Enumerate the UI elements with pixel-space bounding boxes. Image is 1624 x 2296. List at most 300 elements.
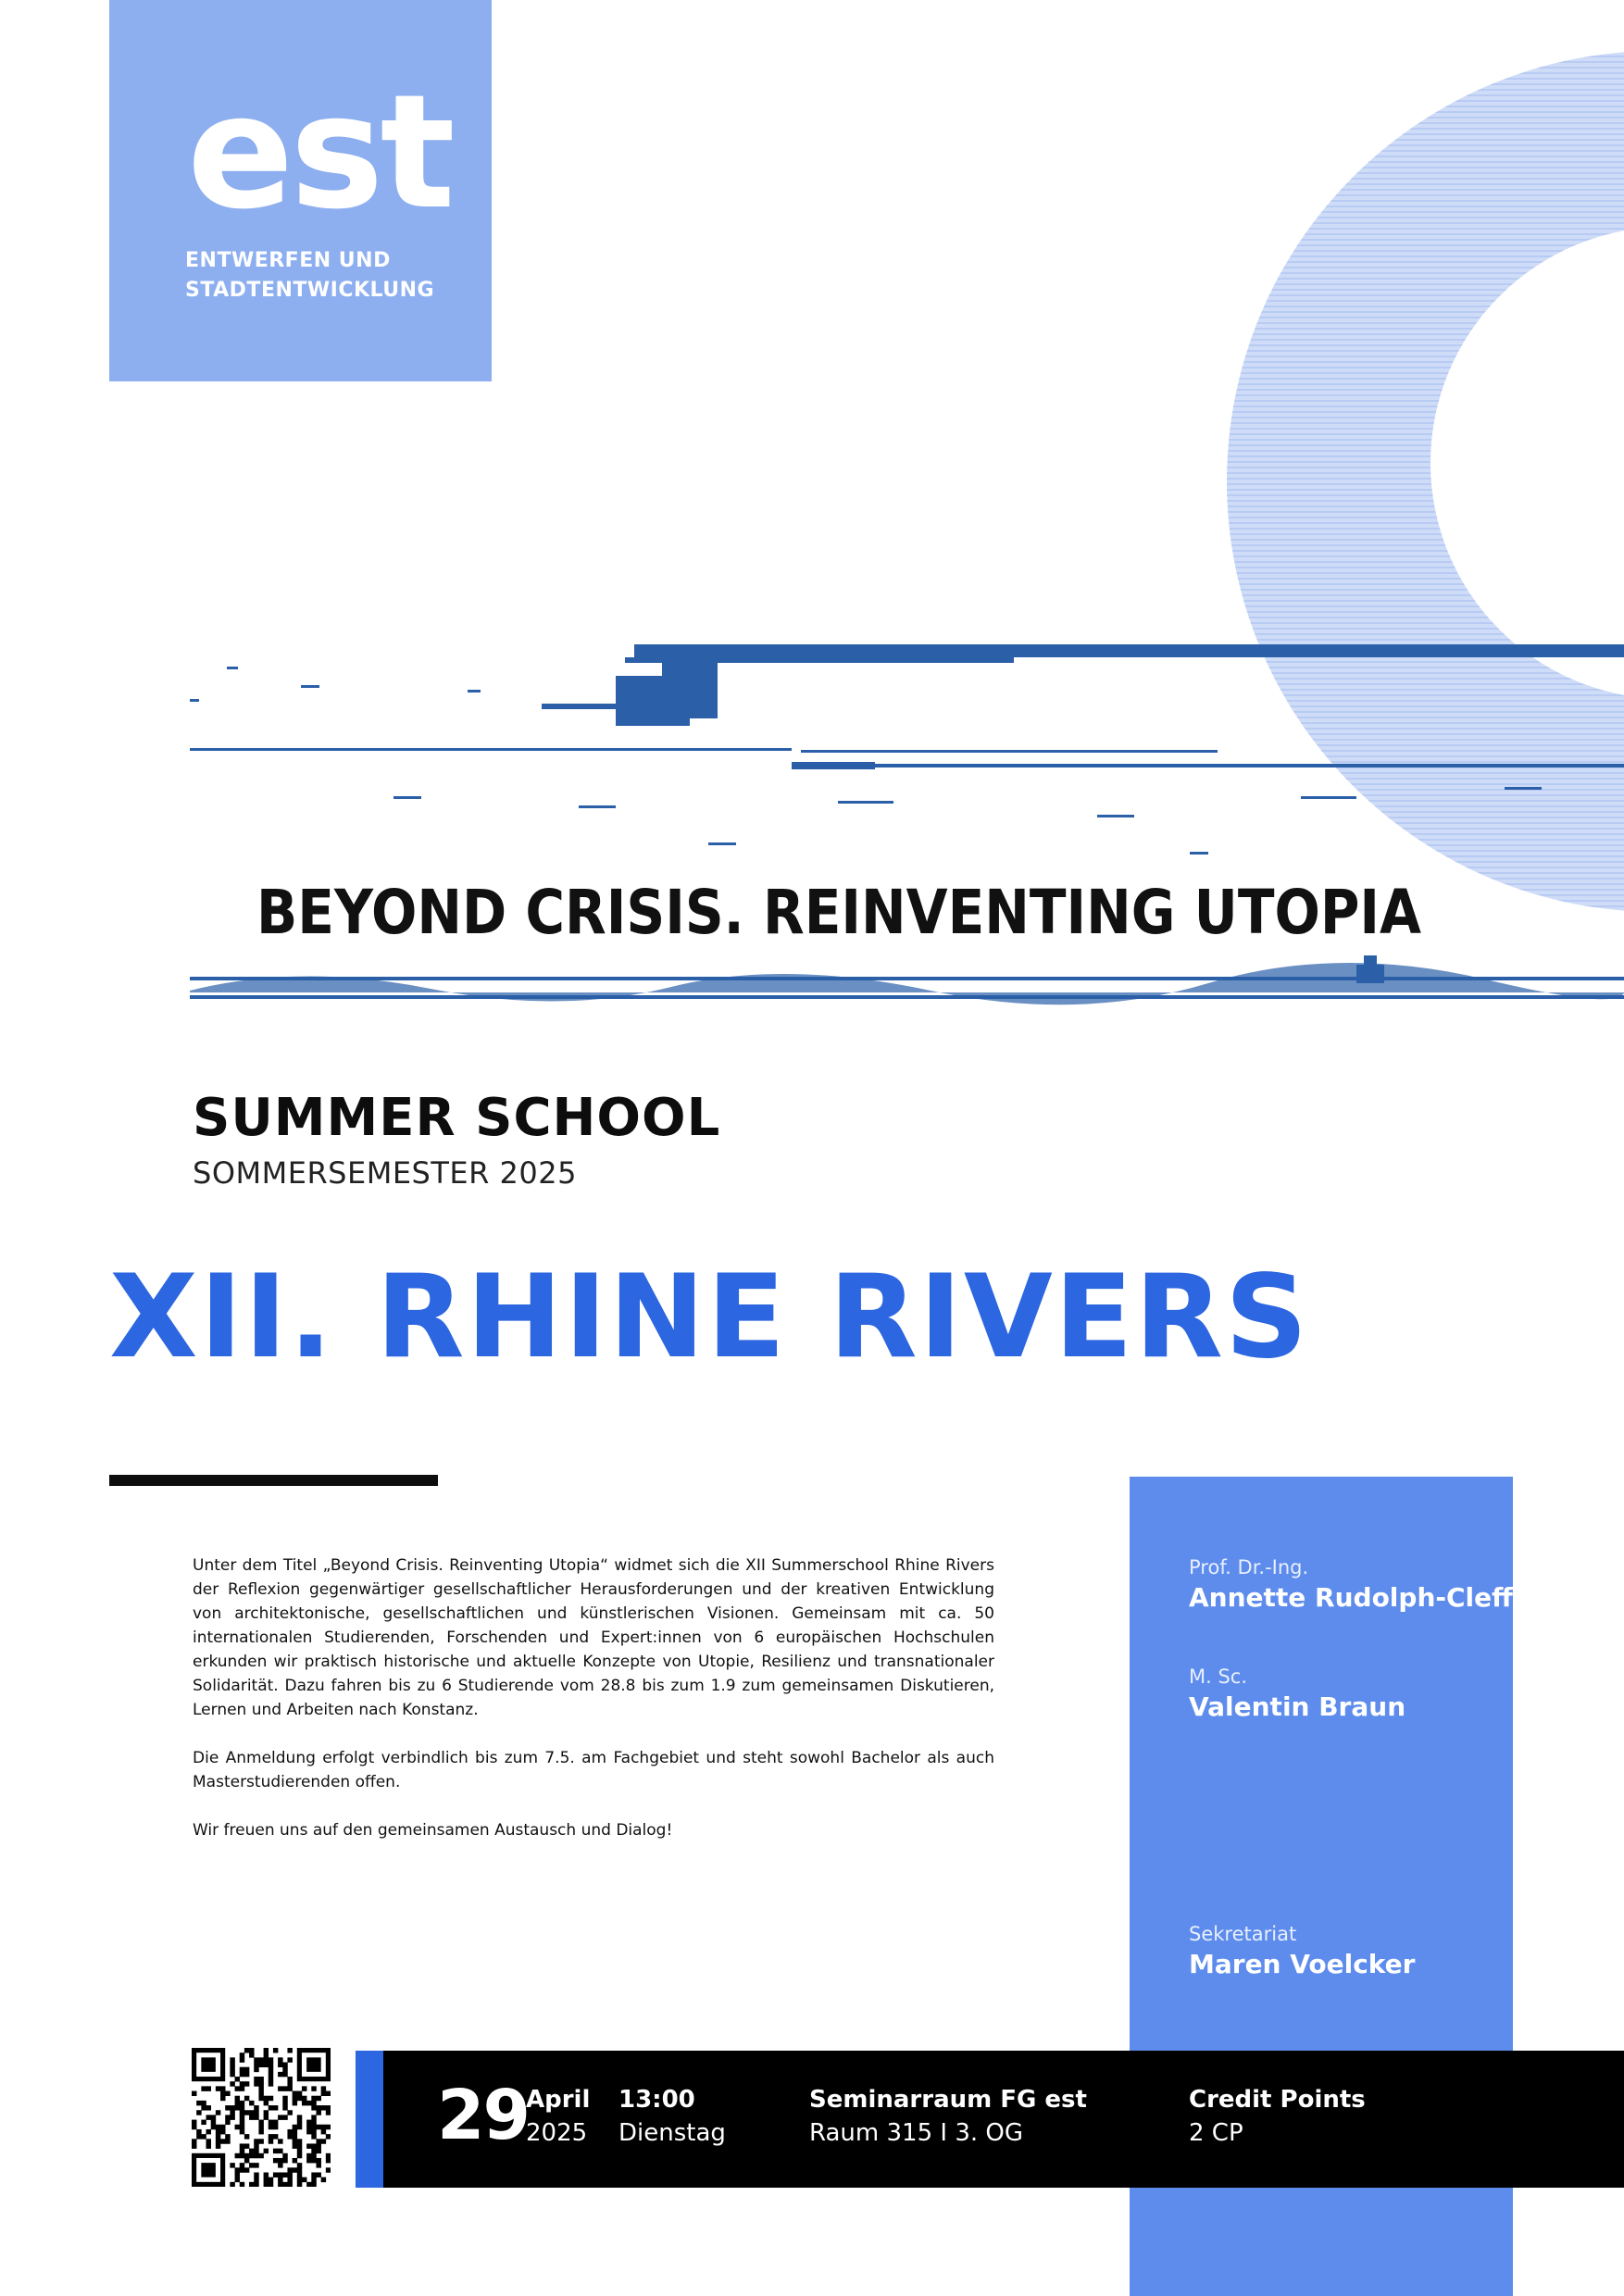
qr-module xyxy=(306,2158,311,2163)
qr-module xyxy=(326,2105,331,2110)
qr-module xyxy=(258,2077,263,2081)
logo-block xyxy=(109,0,492,381)
qr-module xyxy=(287,2129,292,2134)
qr-module xyxy=(230,2081,234,2086)
qr-module xyxy=(273,2158,278,2163)
qr-module xyxy=(293,2096,297,2101)
event-month: April xyxy=(526,2086,591,2114)
qr-module xyxy=(244,2096,249,2101)
qr-module xyxy=(211,2115,216,2119)
qr-module xyxy=(311,2105,316,2110)
qr-module xyxy=(273,2134,278,2139)
qr-module xyxy=(192,2120,196,2125)
qr-module xyxy=(269,2077,273,2081)
qr-module xyxy=(230,2163,234,2167)
contact-name: Annette Rudolph-Cleff xyxy=(1189,1582,1513,1613)
qr-code[interactable] xyxy=(192,2048,331,2187)
qr-module xyxy=(306,2129,311,2134)
qr-module xyxy=(287,2081,292,2086)
banner-shoreline xyxy=(190,955,1624,1004)
contact-name: Maren Voelcker xyxy=(1189,1949,1416,1979)
qr-module xyxy=(293,2139,297,2143)
qr-module xyxy=(258,2086,263,2090)
qr-module xyxy=(269,2096,273,2101)
qr-module xyxy=(297,2139,302,2143)
qr-module xyxy=(249,2182,254,2187)
qr-module xyxy=(316,2172,320,2177)
qr-module xyxy=(306,2143,311,2148)
qr-module xyxy=(235,2077,240,2081)
qr-module xyxy=(264,2053,269,2057)
qr-module xyxy=(196,2110,201,2115)
qr-module xyxy=(220,2091,225,2096)
logo-wordmark: est xyxy=(187,61,452,244)
qr-finder-module xyxy=(306,2057,321,2072)
divider-rule xyxy=(109,1475,438,1486)
qr-module xyxy=(297,2091,302,2096)
qr-module xyxy=(254,2172,258,2177)
qr-module xyxy=(220,2096,225,2101)
banner-image xyxy=(190,639,1624,1018)
qr-module xyxy=(326,2091,331,2096)
qr-module xyxy=(297,2115,302,2119)
qr-module xyxy=(240,2143,244,2148)
qr-module xyxy=(244,2048,249,2053)
event-day: 29 xyxy=(437,2076,529,2155)
qr-module xyxy=(240,2101,244,2105)
qr-module xyxy=(269,2139,273,2143)
qr-module xyxy=(206,2086,211,2090)
qr-module xyxy=(293,2134,297,2139)
qr-module xyxy=(249,2110,254,2115)
qr-module xyxy=(244,2081,249,2086)
qr-module xyxy=(235,2105,240,2110)
qr-module xyxy=(220,2139,225,2143)
qr-module xyxy=(278,2139,282,2143)
qr-module xyxy=(321,2129,326,2134)
qr-module xyxy=(192,2139,196,2143)
qr-module xyxy=(254,2077,258,2081)
qr-module xyxy=(269,2105,273,2110)
qr-module xyxy=(282,2158,287,2163)
qr-module xyxy=(297,2167,302,2172)
qr-module xyxy=(326,2125,331,2129)
qr-module xyxy=(278,2177,282,2182)
qr-module xyxy=(230,2067,234,2072)
qr-module xyxy=(297,2125,302,2129)
qr-finder-module xyxy=(201,2163,216,2177)
event-time: 13:00 xyxy=(618,2086,695,2114)
qr-module xyxy=(244,2158,249,2163)
body-paragraph-3: Wir freuen uns auf den gemeinsamen Austausch und Dialog! xyxy=(193,1821,673,1840)
qr-module xyxy=(240,2110,244,2115)
qr-module xyxy=(254,2182,258,2187)
qr-module xyxy=(230,2072,234,2077)
qr-module xyxy=(278,2072,282,2077)
qr-module xyxy=(264,2057,269,2062)
qr-module xyxy=(316,2149,320,2153)
qr-module xyxy=(264,2048,269,2053)
body-paragraph-1: Unter dem Titel „Beyond Crisis. Reinventing Utopia“ widmet sich die XII Summerschool Rhine Rivers der Reflexion gegenwärtiger gesellschaftlicher Herausforderungen und der kreativen Entwicklung von architektonische, gesellschaftlichen und künstlerischen Visionen. Gemeinsam mit ca. 50 internationalen Studierenden, Forschenden und Expert:innen von 6 europäischen Hochschulen erkunden wir praktisch historische und aktuelle Konzepte von Utopie, Resilienz und transnationaler Solidarität. Dazu fahren bis zu 6 Studierende vom 28.8 bis zum 1.9 zum gemeinsamen Diskutieren, Lernen und Arbeiten nach Konstanz. xyxy=(193,1556,994,1719)
body-text xyxy=(193,1554,994,1866)
qr-module xyxy=(240,2149,244,2153)
qr-module xyxy=(240,2129,244,2134)
qr-module xyxy=(297,2149,302,2153)
qr-module xyxy=(254,2067,258,2072)
qr-module xyxy=(293,2158,297,2163)
qr-module xyxy=(211,2125,216,2129)
qr-module xyxy=(302,2096,306,2101)
qr-module xyxy=(225,2134,230,2139)
qr-module xyxy=(240,2125,244,2129)
qr-module xyxy=(282,2182,287,2187)
qr-module xyxy=(287,2177,292,2182)
qr-module xyxy=(258,2120,263,2125)
qr-module xyxy=(282,2067,287,2072)
qr-module xyxy=(211,2120,216,2125)
qr-module xyxy=(287,2172,292,2177)
qr-module xyxy=(282,2153,287,2158)
qr-module xyxy=(230,2115,234,2119)
qr-module xyxy=(311,2172,316,2177)
qr-module xyxy=(311,2182,316,2187)
qr-module xyxy=(258,2096,263,2101)
qr-module xyxy=(220,2129,225,2134)
event-room: Raum 315 I 3. OG xyxy=(809,2119,1024,2147)
qr-module xyxy=(282,2072,287,2077)
qr-module xyxy=(287,2182,292,2187)
qr-module xyxy=(316,2096,320,2101)
qr-module xyxy=(254,2139,258,2143)
qr-module xyxy=(264,2115,269,2119)
qr-module xyxy=(244,2167,249,2172)
logo-subtitle-line1: ENTWERFEN UND xyxy=(185,249,391,272)
qr-module xyxy=(230,2057,234,2062)
qr-module xyxy=(201,2086,206,2090)
event-info-bar xyxy=(356,2051,1624,2188)
qr-module xyxy=(311,2177,316,2182)
qr-module xyxy=(278,2158,282,2163)
qr-module xyxy=(201,2105,206,2110)
qr-module xyxy=(240,2072,244,2077)
qr-module xyxy=(216,2129,220,2134)
qr-module xyxy=(293,2101,297,2105)
qr-module xyxy=(235,2172,240,2177)
page-title: XII. RHINE RIVERS xyxy=(109,1251,1310,1384)
logo-subtitle-line2: STADTENTWICKLUNG xyxy=(185,279,435,302)
qr-module xyxy=(235,2153,240,2158)
qr-module xyxy=(216,2134,220,2139)
event-year: 2025 xyxy=(526,2119,588,2147)
qr-module xyxy=(225,2115,230,2119)
qr-module xyxy=(321,2091,326,2096)
contact-role: M. Sc. xyxy=(1189,1666,1248,1688)
qr-module xyxy=(269,2120,273,2125)
qr-module xyxy=(316,2125,320,2129)
contact-role: Sekretariat xyxy=(1189,1923,1297,1945)
qr-module xyxy=(240,2057,244,2062)
qr-module xyxy=(254,2057,258,2062)
qr-module xyxy=(230,2105,234,2110)
qr-module xyxy=(311,2134,316,2139)
qr-module xyxy=(326,2167,331,2172)
qr-module xyxy=(282,2063,287,2067)
qr-module xyxy=(297,2096,302,2101)
qr-module xyxy=(240,2163,244,2167)
qr-module xyxy=(240,2081,244,2086)
qr-module xyxy=(287,2048,292,2053)
qr-module xyxy=(244,2153,249,2158)
qr-module xyxy=(235,2177,240,2182)
qr-module xyxy=(287,2086,292,2090)
qr-module xyxy=(311,2120,316,2125)
qr-module xyxy=(249,2115,254,2119)
qr-module xyxy=(258,2057,263,2062)
qr-module xyxy=(302,2101,306,2105)
qr-module xyxy=(269,2134,273,2139)
qr-module xyxy=(240,2167,244,2172)
qr-module xyxy=(225,2139,230,2143)
qr-module xyxy=(216,2086,220,2090)
qr-module xyxy=(206,2115,211,2119)
qr-module xyxy=(216,2139,220,2143)
qr-module xyxy=(269,2067,273,2072)
qr-module xyxy=(216,2125,220,2129)
qr-module xyxy=(273,2149,278,2153)
body-paragraph-2: Die Anmeldung erfolgt verbindlich bis zum 7.5. am Fachgebiet und steht sowohl Bachelor als auch Masterstudierenden offen. xyxy=(193,1749,994,1791)
qr-module xyxy=(278,2172,282,2177)
qr-module xyxy=(240,2086,244,2090)
kicker-heading: SUMMER SCHOOL xyxy=(193,1088,721,1148)
qr-module xyxy=(321,2139,326,2143)
qr-module xyxy=(282,2096,287,2101)
qr-module xyxy=(282,2172,287,2177)
qr-module xyxy=(254,2149,258,2153)
qr-module xyxy=(254,2110,258,2115)
qr-module xyxy=(264,2063,269,2067)
qr-module xyxy=(273,2172,278,2177)
qr-module xyxy=(282,2105,287,2110)
qr-module xyxy=(192,2143,196,2148)
qr-module xyxy=(287,2110,292,2115)
qr-module xyxy=(278,2057,282,2062)
qr-module xyxy=(206,2129,211,2134)
qr-module xyxy=(278,2115,282,2119)
qr-module xyxy=(297,2172,302,2177)
qr-module xyxy=(311,2158,316,2163)
qr-module xyxy=(240,2115,244,2119)
qr-module xyxy=(297,2163,302,2167)
qr-module xyxy=(258,2153,263,2158)
qr-module xyxy=(273,2105,278,2110)
qr-module xyxy=(278,2182,282,2187)
qr-module xyxy=(216,2143,220,2148)
qr-module xyxy=(264,2182,269,2187)
qr-module xyxy=(293,2125,297,2129)
qr-module xyxy=(273,2120,278,2125)
qr-module xyxy=(297,2153,302,2158)
qr-module xyxy=(235,2167,240,2172)
qr-module xyxy=(326,2158,331,2163)
qr-module xyxy=(278,2149,282,2153)
credits-label: Credit Points xyxy=(1189,2086,1366,2114)
qr-module xyxy=(264,2149,269,2153)
qr-module xyxy=(240,2105,244,2110)
qr-module xyxy=(264,2177,269,2182)
qr-module xyxy=(264,2101,269,2105)
qr-module xyxy=(220,2086,225,2090)
qr-module xyxy=(311,2115,316,2119)
qr-module xyxy=(264,2096,269,2101)
qr-module xyxy=(321,2086,326,2090)
qr-module xyxy=(326,2153,331,2158)
qr-module xyxy=(316,2110,320,2115)
qr-module xyxy=(269,2063,273,2067)
qr-module xyxy=(240,2120,244,2125)
qr-module xyxy=(302,2177,306,2182)
qr-module xyxy=(311,2129,316,2134)
qr-module xyxy=(240,2153,244,2158)
qr-module xyxy=(206,2105,211,2110)
qr-module xyxy=(287,2134,292,2139)
qr-module xyxy=(316,2105,320,2110)
qr-module xyxy=(311,2153,316,2158)
qr-module xyxy=(230,2182,234,2187)
qr-module xyxy=(311,2086,316,2090)
qr-module xyxy=(269,2081,273,2086)
qr-module xyxy=(269,2182,273,2187)
qr-module xyxy=(230,2110,234,2115)
qr-module xyxy=(240,2182,244,2187)
qr-module xyxy=(311,2149,316,2153)
qr-module xyxy=(196,2101,201,2105)
qr-module xyxy=(302,2086,306,2090)
qr-module xyxy=(249,2048,254,2053)
qr-module xyxy=(225,2091,230,2096)
qr-module xyxy=(206,2143,211,2148)
qr-module xyxy=(264,2110,269,2115)
qr-module xyxy=(311,2096,316,2101)
qr-module xyxy=(269,2125,273,2129)
qr-module xyxy=(278,2063,282,2067)
qr-module xyxy=(293,2167,297,2172)
qr-module xyxy=(293,2091,297,2096)
qr-module xyxy=(311,2101,316,2105)
qr-module xyxy=(311,2125,316,2129)
qr-module xyxy=(254,2163,258,2167)
qr-module xyxy=(192,2125,196,2129)
event-weekday: Dienstag xyxy=(618,2119,726,2147)
qr-module xyxy=(230,2063,234,2067)
qr-module xyxy=(287,2057,292,2062)
qr-module xyxy=(235,2101,240,2105)
qr-module xyxy=(254,2143,258,2148)
qr-module xyxy=(297,2182,302,2187)
qr-module xyxy=(306,2125,311,2129)
qr-module xyxy=(316,2139,320,2143)
qr-module xyxy=(225,2105,230,2110)
qr-module xyxy=(254,2177,258,2182)
qr-module xyxy=(258,2139,263,2143)
qr-module xyxy=(297,2143,302,2148)
qr-module xyxy=(316,2158,320,2163)
qr-module xyxy=(192,2091,196,2096)
qr-module xyxy=(264,2172,269,2177)
qr-module xyxy=(244,2134,249,2139)
qr-module xyxy=(311,2143,316,2148)
qr-module xyxy=(225,2120,230,2125)
qr-module xyxy=(196,2134,201,2139)
qr-module xyxy=(293,2129,297,2134)
qr-module xyxy=(306,2101,311,2105)
qr-module xyxy=(258,2081,263,2086)
qr-module xyxy=(321,2125,326,2129)
qr-module xyxy=(297,2177,302,2182)
qr-module xyxy=(269,2177,273,2182)
qr-module xyxy=(220,2125,225,2129)
qr-finder-module xyxy=(201,2057,216,2072)
qr-module xyxy=(306,2120,311,2125)
qr-module xyxy=(287,2167,292,2172)
qr-module xyxy=(244,2143,249,2148)
qr-module xyxy=(258,2129,263,2134)
qr-module xyxy=(244,2067,249,2072)
qr-module xyxy=(306,2182,311,2187)
qr-module xyxy=(249,2101,254,2105)
qr-module xyxy=(244,2072,249,2077)
qr-module xyxy=(282,2086,287,2090)
banner-headline: BEYOND CRISIS. REINVENTING UTOPIA xyxy=(256,877,1421,948)
qr-module xyxy=(278,2086,282,2090)
qr-module xyxy=(254,2153,258,2158)
qr-module xyxy=(258,2063,263,2067)
qr-module xyxy=(287,2077,292,2081)
qr-module xyxy=(326,2134,331,2139)
qr-module xyxy=(240,2053,244,2057)
credits-value: 2 CP xyxy=(1189,2119,1243,2147)
qr-module xyxy=(293,2143,297,2148)
qr-module xyxy=(306,2153,311,2158)
qr-module xyxy=(216,2110,220,2115)
qr-module xyxy=(321,2105,326,2110)
qr-module xyxy=(254,2105,258,2110)
qr-module xyxy=(201,2101,206,2105)
qr-module xyxy=(321,2177,326,2182)
qr-module xyxy=(273,2048,278,2053)
semester-label: SOMMERSEMESTER 2025 xyxy=(193,1155,577,1191)
qr-module xyxy=(240,2067,244,2072)
qr-module xyxy=(254,2115,258,2119)
footer-accent-stripe xyxy=(356,2051,383,2188)
qr-module xyxy=(249,2149,254,2153)
contact-name: Valentin Braun xyxy=(1189,1691,1406,1722)
qr-module xyxy=(254,2063,258,2067)
qr-module xyxy=(258,2091,263,2096)
qr-module xyxy=(269,2057,273,2062)
qr-module xyxy=(254,2081,258,2086)
banner-skyline xyxy=(190,644,1624,855)
qr-module xyxy=(316,2163,320,2167)
qr-module xyxy=(196,2129,201,2134)
qr-module xyxy=(278,2163,282,2167)
qr-module xyxy=(297,2120,302,2125)
qr-module xyxy=(235,2125,240,2129)
qr-module xyxy=(269,2072,273,2077)
qr-module xyxy=(258,2125,263,2129)
qr-module xyxy=(206,2139,211,2143)
event-location: Seminarraum FG est xyxy=(809,2086,1087,2114)
qr-module xyxy=(249,2053,254,2057)
